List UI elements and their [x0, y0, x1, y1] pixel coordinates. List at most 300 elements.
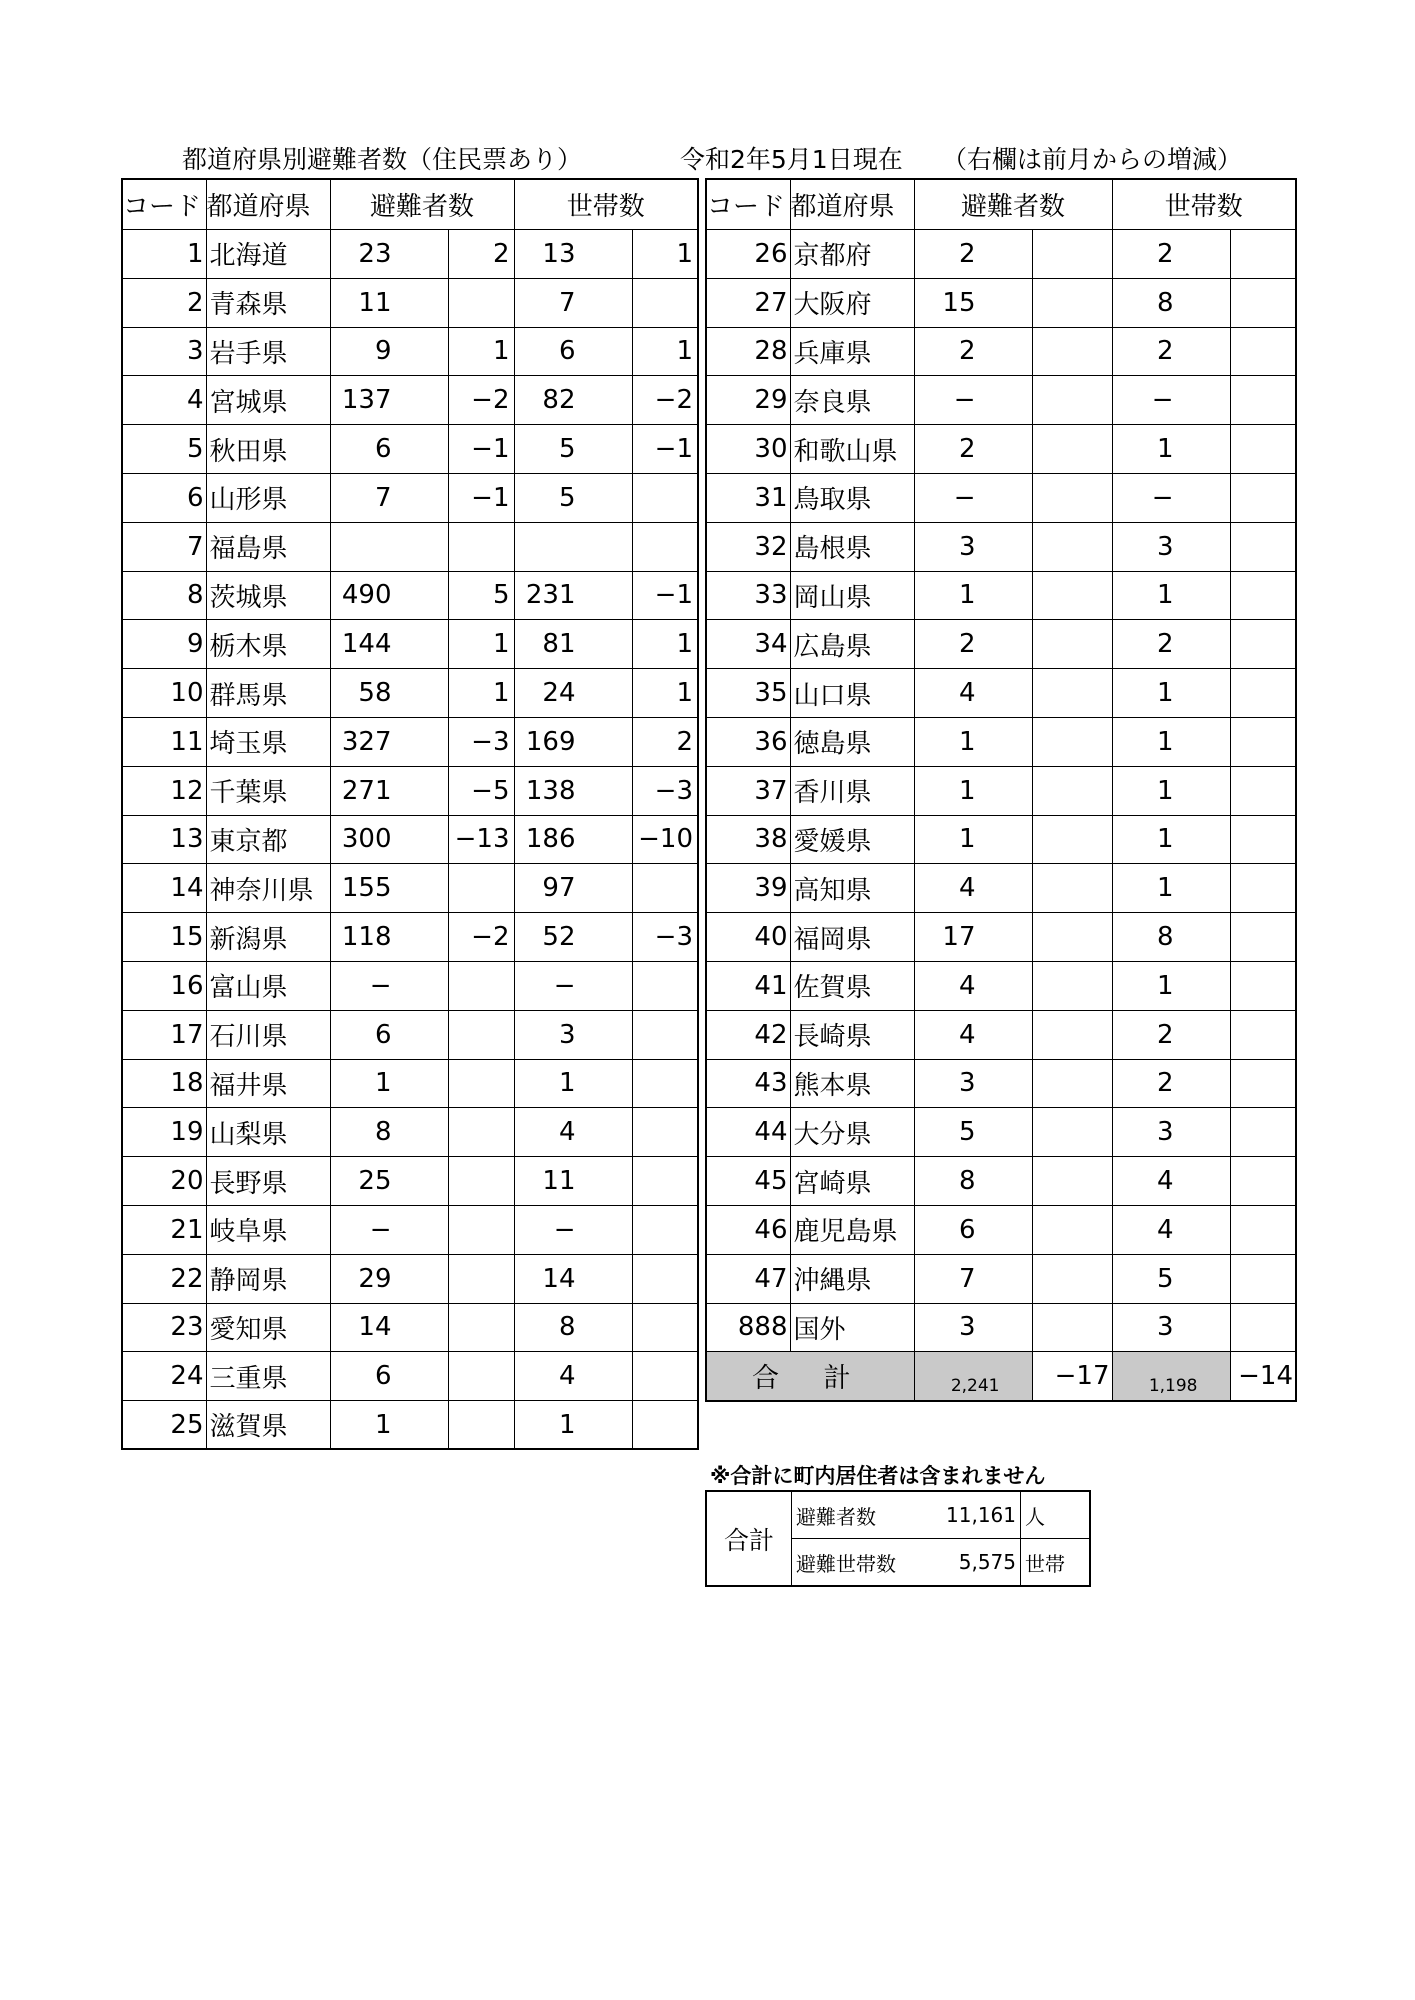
evacuee-count: 25 [330, 1157, 448, 1206]
evacuee-change [1032, 815, 1112, 864]
evacuee-count: 29 [330, 1254, 448, 1303]
prefecture-name: 和歌山県 [790, 425, 914, 474]
table-header-row [706, 179, 1296, 230]
prefecture-name: 高知県 [790, 864, 914, 913]
left-prefecture-table [121, 178, 699, 1450]
household-change [1230, 766, 1296, 815]
evacuee-change [1032, 1157, 1112, 1206]
household-change: 1 [632, 669, 698, 718]
evacuee-change [448, 1059, 514, 1108]
evacuee-change [1032, 1303, 1112, 1352]
prefecture-code: 17 [122, 1010, 206, 1059]
household-change [1230, 571, 1296, 620]
prefecture-code: 35 [706, 669, 790, 718]
prefecture-name: 栃木県 [206, 620, 330, 669]
household-change [1230, 864, 1296, 913]
evacuee-change: 2 [448, 230, 514, 279]
household-change [1230, 961, 1296, 1010]
household-change [632, 1205, 698, 1254]
household-count: 13 [514, 230, 632, 279]
household-count: 8 [1112, 278, 1230, 327]
household-count: 14 [514, 1254, 632, 1303]
household-change [1230, 278, 1296, 327]
household-change [1230, 1059, 1296, 1108]
table-row [122, 376, 698, 425]
evacuee-change [1032, 961, 1112, 1010]
prefecture-code: 28 [706, 327, 790, 376]
household-change: 2 [632, 717, 698, 766]
evacuee-change: −3 [448, 717, 514, 766]
prefecture-code: 29 [706, 376, 790, 425]
household-change [1230, 1205, 1296, 1254]
prefecture-code: 32 [706, 522, 790, 571]
prefecture-code: 24 [122, 1352, 206, 1401]
prefecture-code: 3 [122, 327, 206, 376]
household-change [1230, 1254, 1296, 1303]
household-count: 81 [514, 620, 632, 669]
household-change [632, 1010, 698, 1059]
household-change [1230, 815, 1296, 864]
evacuee-count: 144 [330, 620, 448, 669]
evacuee-change: −2 [448, 376, 514, 425]
prefecture-name: 神奈川県 [206, 864, 330, 913]
household-count: 1 [1112, 425, 1230, 474]
table-row [706, 620, 1296, 669]
table-row [122, 425, 698, 474]
table-row [706, 1108, 1296, 1157]
household-change [1230, 1157, 1296, 1206]
household-change [632, 473, 698, 522]
right-prefecture-table [705, 178, 1297, 1402]
table-row [122, 717, 698, 766]
household-count: 5 [514, 425, 632, 474]
evacuee-count: 1 [330, 1059, 448, 1108]
household-count: 4 [514, 1352, 632, 1401]
prefecture-code: 44 [706, 1108, 790, 1157]
table-row [122, 961, 698, 1010]
summary-row-name: 避難者数 [792, 1491, 921, 1539]
prefecture-code: 26 [706, 230, 790, 279]
header-evacuees: 避難者数 [330, 179, 514, 230]
document-title: 都道府県別避難者数（住民票あり） [182, 145, 583, 174]
evacuee-count: 6 [330, 1010, 448, 1059]
household-count: 1 [1112, 571, 1230, 620]
prefecture-code: 6 [122, 473, 206, 522]
evacuee-change [448, 1108, 514, 1157]
table-row [706, 327, 1296, 376]
summary-row-unit: 人 [1021, 1491, 1091, 1539]
evacuee-change [1032, 1205, 1112, 1254]
household-count: 2 [1112, 620, 1230, 669]
prefecture-name: 佐賀県 [790, 961, 914, 1010]
prefecture-code: 12 [122, 766, 206, 815]
household-count: 1 [1112, 961, 1230, 1010]
table-row [706, 669, 1296, 718]
table-row [706, 571, 1296, 620]
household-change [1230, 1303, 1296, 1352]
household-count: 1 [514, 1401, 632, 1450]
household-count: 8 [1112, 913, 1230, 962]
household-change: 1 [632, 620, 698, 669]
table-row [122, 620, 698, 669]
total-label: 合 計 [706, 1352, 914, 1401]
table-row [122, 1254, 698, 1303]
evacuee-change [448, 864, 514, 913]
evacuee-count: 4 [914, 961, 1032, 1010]
evacuee-change: −2 [448, 913, 514, 962]
table-row [122, 1352, 698, 1401]
evacuee-count: 7 [330, 473, 448, 522]
household-count: − [514, 1205, 632, 1254]
household-change: 1 [632, 327, 698, 376]
household-count [514, 522, 632, 571]
prefecture-code: 37 [706, 766, 790, 815]
header-code: コード [122, 179, 206, 230]
prefecture-code: 13 [122, 815, 206, 864]
prefecture-code: 888 [706, 1303, 790, 1352]
prefecture-code: 42 [706, 1010, 790, 1059]
household-count: 5 [1112, 1254, 1230, 1303]
prefecture-name: 三重県 [206, 1352, 330, 1401]
prefecture-code: 47 [706, 1254, 790, 1303]
evacuee-change: −13 [448, 815, 514, 864]
table-row [122, 327, 698, 376]
household-count: 3 [514, 1010, 632, 1059]
delta-note: （右欄は前月からの増減） [942, 145, 1243, 174]
prefecture-name: 静岡県 [206, 1254, 330, 1303]
household-change [1230, 1108, 1296, 1157]
prefecture-code: 9 [122, 620, 206, 669]
household-count: 6 [514, 327, 632, 376]
summary-row [706, 1491, 1090, 1539]
prefecture-code: 36 [706, 717, 790, 766]
prefecture-name: 熊本県 [790, 1059, 914, 1108]
prefecture-name: 滋賀県 [206, 1401, 330, 1450]
header-households: 世帯数 [1112, 179, 1296, 230]
prefecture-code: 4 [122, 376, 206, 425]
prefecture-name: 山口県 [790, 669, 914, 718]
evacuee-change: 1 [448, 669, 514, 718]
household-count: − [514, 961, 632, 1010]
household-change [1230, 522, 1296, 571]
household-change [632, 1157, 698, 1206]
evacuee-change: −5 [448, 766, 514, 815]
household-change [632, 1254, 698, 1303]
table-row [122, 522, 698, 571]
total-households-change: −14 [1230, 1352, 1296, 1401]
evacuee-change [448, 1303, 514, 1352]
household-change [1230, 425, 1296, 474]
total-evacuees-change: −17 [1032, 1352, 1112, 1401]
prefecture-code: 18 [122, 1059, 206, 1108]
prefecture-name: 山形県 [206, 473, 330, 522]
evacuee-count: 1 [914, 717, 1032, 766]
evacuee-count: 2 [914, 230, 1032, 279]
table-row [706, 1059, 1296, 1108]
household-count: 1 [1112, 717, 1230, 766]
evacuee-count: 155 [330, 864, 448, 913]
table-row [122, 1010, 698, 1059]
prefecture-name: 岡山県 [790, 571, 914, 620]
table-row [122, 1108, 698, 1157]
table-row [706, 1303, 1296, 1352]
prefecture-name: 兵庫県 [790, 327, 914, 376]
evacuee-count: − [914, 376, 1032, 425]
prefecture-name: 香川県 [790, 766, 914, 815]
evacuee-count: 4 [914, 1010, 1032, 1059]
evacuee-count: 23 [330, 230, 448, 279]
prefecture-name: 福井県 [206, 1059, 330, 1108]
prefecture-name: 東京都 [206, 815, 330, 864]
prefecture-name: 埼玉県 [206, 717, 330, 766]
household-count: 11 [514, 1157, 632, 1206]
prefecture-name: 岐阜県 [206, 1205, 330, 1254]
evacuee-change [1032, 1059, 1112, 1108]
evacuee-count: − [330, 961, 448, 1010]
prefecture-code: 30 [706, 425, 790, 474]
prefecture-name: 秋田県 [206, 425, 330, 474]
prefecture-code: 20 [122, 1157, 206, 1206]
prefecture-name: 山梨県 [206, 1108, 330, 1157]
evacuee-change [1032, 766, 1112, 815]
prefecture-code: 10 [122, 669, 206, 718]
evacuee-count: 2 [914, 327, 1032, 376]
prefecture-code: 11 [122, 717, 206, 766]
table-row [122, 1157, 698, 1206]
table-row [706, 717, 1296, 766]
household-count: 3 [1112, 522, 1230, 571]
evacuee-change [448, 961, 514, 1010]
household-change [1230, 376, 1296, 425]
evacuee-count: 2 [914, 620, 1032, 669]
evacuee-count: 9 [330, 327, 448, 376]
prefecture-name: 富山県 [206, 961, 330, 1010]
table-row [706, 864, 1296, 913]
table-row [122, 571, 698, 620]
summary-row-value: 11,161 [920, 1491, 1021, 1539]
evacuee-count: 137 [330, 376, 448, 425]
evacuee-change: 1 [448, 327, 514, 376]
household-count: 8 [514, 1303, 632, 1352]
household-count: 7 [514, 278, 632, 327]
evacuee-change [1032, 571, 1112, 620]
prefecture-name: 島根県 [790, 522, 914, 571]
evacuee-count: 327 [330, 717, 448, 766]
prefecture-name: 福島県 [206, 522, 330, 571]
prefecture-name: 長野県 [206, 1157, 330, 1206]
prefecture-code: 41 [706, 961, 790, 1010]
prefecture-code: 27 [706, 278, 790, 327]
summary-note: ※合計に町内居住者は含まれません [710, 1464, 1046, 1488]
evacuee-count [330, 522, 448, 571]
prefecture-code: 45 [706, 1157, 790, 1206]
table-row [122, 1303, 698, 1352]
evacuee-count: 118 [330, 913, 448, 962]
table-row [122, 669, 698, 718]
evacuee-change: −1 [448, 425, 514, 474]
household-count: 1 [1112, 864, 1230, 913]
household-count: 2 [1112, 327, 1230, 376]
summary-table [705, 1490, 1091, 1587]
table-row [122, 1401, 698, 1450]
evacuee-change [1032, 327, 1112, 376]
table-row [706, 1010, 1296, 1059]
evacuee-count: 490 [330, 571, 448, 620]
prefecture-name: 広島県 [790, 620, 914, 669]
prefecture-name: 北海道 [206, 230, 330, 279]
table-row [122, 766, 698, 815]
household-count: 97 [514, 864, 632, 913]
table-row [706, 815, 1296, 864]
table-row [706, 425, 1296, 474]
prefecture-name: 愛知県 [206, 1303, 330, 1352]
table-row [706, 522, 1296, 571]
household-change [632, 864, 698, 913]
household-count: − [1112, 473, 1230, 522]
prefecture-code: 33 [706, 571, 790, 620]
evacuee-change [448, 1010, 514, 1059]
evacuee-count: 17 [914, 913, 1032, 962]
household-change [1230, 230, 1296, 279]
prefecture-code: 39 [706, 864, 790, 913]
evacuee-change [448, 1157, 514, 1206]
household-change [632, 1401, 698, 1450]
prefecture-code: 8 [122, 571, 206, 620]
evacuee-count: 11 [330, 278, 448, 327]
evacuee-change [1032, 278, 1112, 327]
prefecture-name: 宮崎県 [790, 1157, 914, 1206]
prefecture-code: 14 [122, 864, 206, 913]
prefecture-code: 21 [122, 1205, 206, 1254]
table-row [706, 278, 1296, 327]
prefecture-code: 46 [706, 1205, 790, 1254]
household-change: −1 [632, 571, 698, 620]
evacuee-count: 5 [914, 1108, 1032, 1157]
evacuee-change: 1 [448, 620, 514, 669]
evacuee-count: 4 [914, 864, 1032, 913]
household-change [632, 1352, 698, 1401]
prefecture-name: 京都府 [790, 230, 914, 279]
evacuee-change [448, 1352, 514, 1401]
table-row [706, 766, 1296, 815]
household-change: −1 [632, 425, 698, 474]
evacuee-count: 6 [330, 425, 448, 474]
evacuee-change [1032, 522, 1112, 571]
evacuee-count: 8 [330, 1108, 448, 1157]
prefecture-name: 鹿児島県 [790, 1205, 914, 1254]
prefecture-name: 青森県 [206, 278, 330, 327]
household-change [1230, 1010, 1296, 1059]
right-table-body [706, 230, 1296, 1352]
evacuee-count: 8 [914, 1157, 1032, 1206]
evacuee-change [448, 522, 514, 571]
as-of-date: 令和2年5月1日現在 [680, 145, 903, 174]
household-change: 1 [632, 230, 698, 279]
prefecture-name: 徳島県 [790, 717, 914, 766]
household-change [632, 1303, 698, 1352]
header-code: コード [706, 179, 790, 230]
evacuee-count: 1 [914, 815, 1032, 864]
household-change [632, 961, 698, 1010]
household-change [1230, 327, 1296, 376]
evacuee-change [448, 1401, 514, 1450]
table-row [706, 1254, 1296, 1303]
evacuee-count: 271 [330, 766, 448, 815]
table-row [706, 376, 1296, 425]
prefecture-name: 長崎県 [790, 1010, 914, 1059]
prefecture-name: 茨城県 [206, 571, 330, 620]
prefecture-code: 40 [706, 913, 790, 962]
household-count: 1 [1112, 669, 1230, 718]
summary-row-unit: 世帯 [1021, 1539, 1091, 1587]
total-households: 1,198 [1112, 1352, 1230, 1401]
left-table-body [122, 230, 698, 1450]
total-evacuees: 2,241 [914, 1352, 1032, 1401]
header-prefecture: 都道府県 [206, 179, 330, 230]
evacuee-count: 3 [914, 522, 1032, 571]
evacuee-count: 7 [914, 1254, 1032, 1303]
household-change [1230, 620, 1296, 669]
table-row [706, 230, 1296, 279]
evacuee-change [448, 278, 514, 327]
household-count: 52 [514, 913, 632, 962]
household-count: 24 [514, 669, 632, 718]
household-count: 4 [1112, 1205, 1230, 1254]
evacuee-count: 58 [330, 669, 448, 718]
prefecture-name: 宮城県 [206, 376, 330, 425]
evacuee-change: 5 [448, 571, 514, 620]
evacuee-change [1032, 717, 1112, 766]
prefecture-code: 34 [706, 620, 790, 669]
evacuee-count: 15 [914, 278, 1032, 327]
prefecture-name: 石川県 [206, 1010, 330, 1059]
prefecture-name: 岩手県 [206, 327, 330, 376]
prefecture-code: 43 [706, 1059, 790, 1108]
evacuee-change [1032, 913, 1112, 962]
evacuee-count: 1 [914, 766, 1032, 815]
evacuee-count: 3 [914, 1303, 1032, 1352]
table-row [122, 230, 698, 279]
household-count: − [1112, 376, 1230, 425]
household-count: 3 [1112, 1108, 1230, 1157]
household-count: 2 [1112, 1059, 1230, 1108]
prefecture-code: 15 [122, 913, 206, 962]
summary-row-value: 5,575 [920, 1539, 1021, 1587]
household-change [632, 522, 698, 571]
table-row [122, 1059, 698, 1108]
household-count: 4 [514, 1108, 632, 1157]
prefecture-name: 沖縄県 [790, 1254, 914, 1303]
table-row [122, 815, 698, 864]
prefecture-code: 19 [122, 1108, 206, 1157]
evacuee-change: −1 [448, 473, 514, 522]
evacuee-change [1032, 1010, 1112, 1059]
evacuee-change [1032, 1108, 1112, 1157]
household-change: −3 [632, 913, 698, 962]
evacuee-change [1032, 1254, 1112, 1303]
evacuee-count: 6 [914, 1205, 1032, 1254]
evacuee-change [448, 1254, 514, 1303]
prefecture-code: 31 [706, 473, 790, 522]
household-change [1230, 717, 1296, 766]
table-row [706, 961, 1296, 1010]
household-count: 138 [514, 766, 632, 815]
household-count: 169 [514, 717, 632, 766]
household-count: 1 [514, 1059, 632, 1108]
summary-row-name: 避難世帯数 [792, 1539, 921, 1587]
table-row [122, 913, 698, 962]
evacuee-count: 1 [914, 571, 1032, 620]
